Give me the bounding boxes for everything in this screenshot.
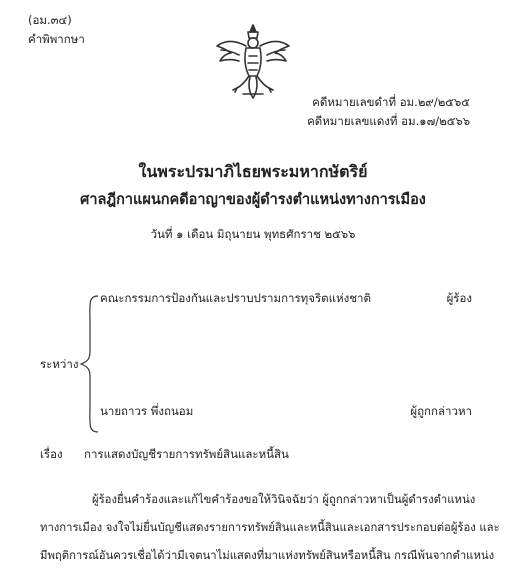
form-code: (อม.๓๔) — [28, 13, 72, 27]
body-line: ผู้ร้องยื่นคำร้องและแก้ไขคำร้องขอให้วินิจฉัยว่า ผู้ถูกกล่าวหาเป็นผู้ดำรงตำแหน่ง — [92, 493, 476, 506]
defendant-name: นายถาวร พึ่งถนอม — [100, 404, 194, 418]
subject-label: เรื่อง — [40, 447, 63, 461]
heading-court: ศาลฎีกาแผนกคดีอาญาของผู้ดำรงตำแหน่งทางการเมือง — [80, 192, 426, 208]
party-brace — [78, 294, 102, 434]
black-case-number: คดีหมายเลขดำที่ อม.๒๙/๒๕๖๕ — [312, 95, 470, 109]
garuda-emblem-icon — [213, 22, 293, 102]
red-case-number: คดีหมายเลขแดงที่ อม.๑๗/๒๕๖๖ — [307, 114, 470, 128]
body-line: มีพฤติการณ์อันควรเชื่อได้ว่ามีเจตนาไม่แสดงที่มาแห่งทรัพย์สินหรือหนี้สิน กรณีพ้นจากตำแหน่ง — [40, 549, 495, 562]
plaintiff-name: คณะกรรมการป้องกันและปราบปรามการทุจริตแห่งชาติ — [100, 291, 371, 305]
document-type: คำพิพากษา — [28, 32, 85, 46]
heading-main: ในพระปรมาภิไธยพระมหากษัตริย์ — [138, 162, 368, 181]
subject-text: การแสดงบัญชีรายการทรัพย์สินและหนี้สิน — [84, 447, 289, 461]
defendant-role: ผู้ถูกกล่าวหา — [410, 404, 472, 418]
judgment-date: วันที่ ๑ เดือน มิถุนายน พุทธศักราช ๒๕๖๖ — [150, 227, 356, 241]
between-label: ระหว่าง — [40, 357, 79, 371]
plaintiff-role: ผู้ร้อง — [446, 291, 472, 305]
body-line: ทางการเมือง จงใจไม่ยื่นบัญชีแสดงรายการทรัพย์สินและหนี้สินและเอกสารประกอบต่อผู้ร้อง และ — [40, 521, 500, 534]
